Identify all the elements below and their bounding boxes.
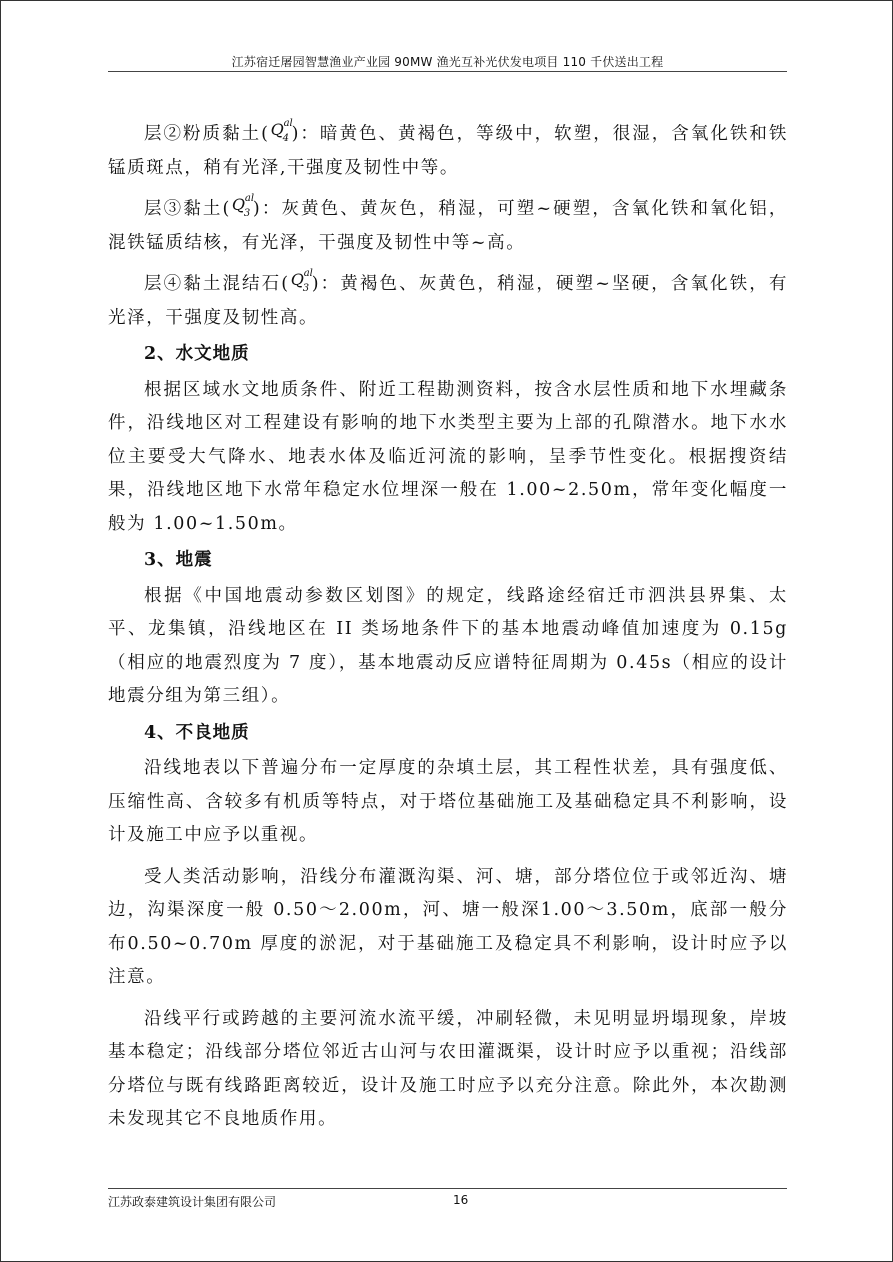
adverse-geology-paragraph-3: 沿线平行或跨越的主要河流水流平缓，冲刷轻微，未见明显坍塌现象，岸坡基本稳定；沿线部分塔位邻近古山河与农田灌溉渠，设计时应予以重视；沿线部分塔位与既有线路距离较近，设计及施工时应予以充分注意。除此外，本次勘测未发现其它不良地质作用。 [108, 1008, 788, 1129]
layer-4-text: )：黄褐色、灰黄色，稍湿，硬塑~坚硬，含氧化铁，有光泽，干强度及韧性高。 [108, 274, 788, 328]
layer-4-label: 层④黏土混结石( [144, 274, 290, 294]
layer-4-paragraph [108, 268, 788, 335]
adverse-geology-paragraph-1: 沿线地表以下普遍分布一定厚度的杂填土层，其工程性状差，具有强度低、压缩性高、含较多有机质等特点，对于塔位基础施工及基础稳定具不利影响，设计及施工中应予以重视。 [108, 758, 788, 845]
layer-3-paragraph [108, 193, 788, 260]
earthquake-paragraph: 根据《中国地震动参数区划图》的规定，线路途经宿迁市泗洪县界集、太平、龙集镇，沿线地区在 II 类场地条件下的基本地震动峰值加速度为 0.15g（相应的地震烈度为 7 度），基本地震动反应谱特征周期为 0.45s（相应的设计地震分组为第三组）。 [108, 585, 788, 706]
page-header [108, 53, 787, 72]
formula-q3-al: Q al 3 [231, 193, 255, 219]
footer-company: 江苏政泰建筑设计集团有限公司 [108, 1195, 277, 1209]
heading-hydrogeology: 2、水文地质 [144, 344, 250, 364]
formula-q4-al: Q al 4 [270, 118, 293, 144]
hydrogeology-paragraph: 根据区域水文地质条件、附近工程勘测资料，按含水层性质和地下水埋藏条件，沿线地区对工程建设有影响的地下水类型主要为上部的孔隙潜水。地下水水位主要受大气降水、地表水体及临近河流的影响，呈季节性变化。根据搜资结果，沿线地区地下水常年稳定水位埋深一般在 1.00~2.50m，常年变化幅度一般为 1.00~1.50m。 [108, 379, 788, 534]
document-body [108, 118, 788, 1137]
layer-2-text: )：暗黄色、黄褐色，等级中，软塑，很湿，含氧化铁和铁锰质斑点，稍有光泽,干强度及韧性中等。 [108, 124, 788, 178]
adverse-geology-paragraph-2: 受人类活动影响，沿线分布灌溉沟渠、河、塘，部分塔位位于或邻近沟、塘边，沟渠深度一般 0.50～2.00m，河、塘一般深1.00～3.50m，底部一般分布0.50~0.70m 厚度的淤泥，对于基础施工及稳定具不利影响，设计时应予以注意。 [108, 866, 788, 987]
layer-2-label: 层②粉质黏土( [144, 124, 270, 144]
layer-2-paragraph [108, 118, 788, 185]
heading-adverse-geology: 4、不良地质 [144, 722, 250, 743]
heading-earthquake: 3、地震 [144, 550, 213, 570]
formula-q3-al-2: Q al 3 [290, 268, 313, 294]
page-footer [108, 1188, 787, 1209]
page-number: 16 [453, 1193, 469, 1207]
layer-3-text: )：灰黄色、黄灰色，稍湿，可塑~硬塑，含氧化铁和氧化铝，混铁锰质结核，有光泽，干强度及韧性中等~高。 [108, 199, 789, 253]
layer-3-label: 层③黏土( [144, 199, 231, 219]
header-title: 江苏宿迁屠园智慧渔业产业园 90MW 渔光互补光伏发电项目 110 千伏送出工程 [231, 55, 664, 69]
